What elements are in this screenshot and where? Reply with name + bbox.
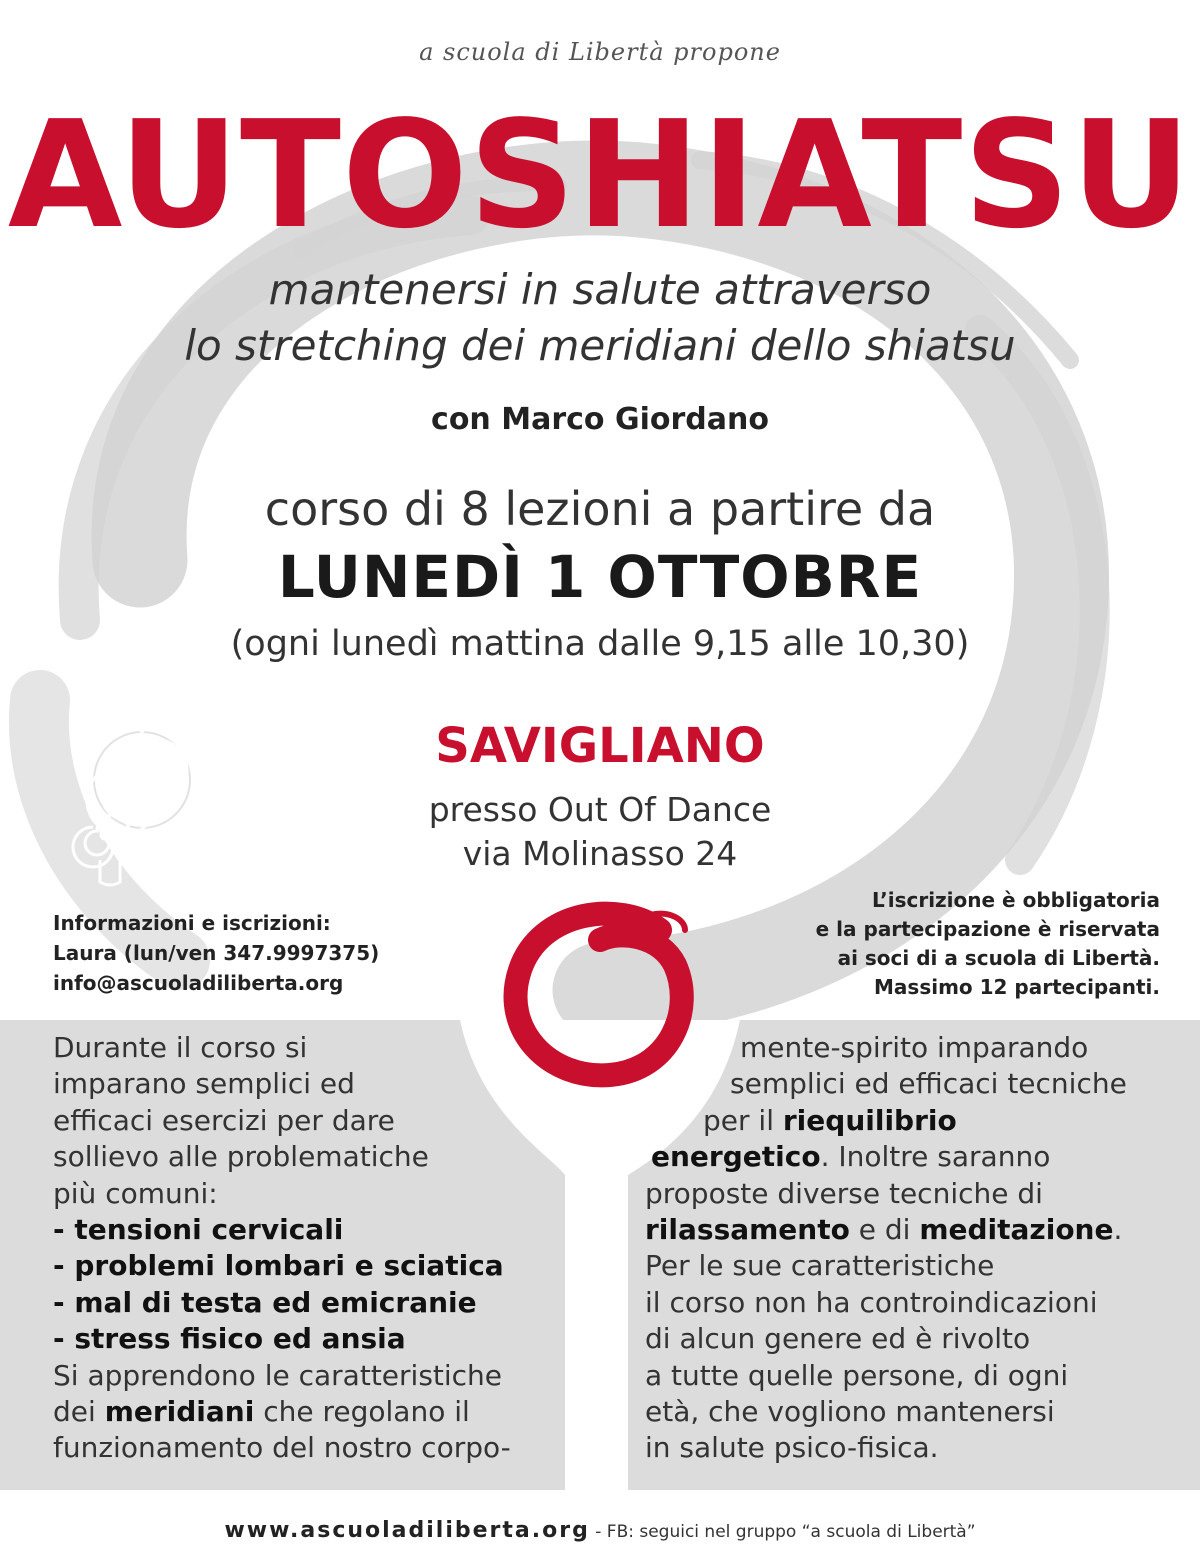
subtitle-line: mantenersi in salute attraverso xyxy=(268,265,932,314)
description-line: età, che vogliono mantenersi xyxy=(645,1395,1055,1429)
contact-line: Informazioni e iscrizioni: xyxy=(53,911,331,935)
notice-line: Massimo 12 partecipanti. xyxy=(874,975,1160,999)
description-line: il corso non ha controindicazioni xyxy=(645,1285,1098,1319)
schedule: (ogni lunedì mattina dalle 9,15 alle 10,30) xyxy=(230,624,970,664)
description-line: di alcun genere ed è rivolto xyxy=(645,1322,1031,1356)
notice-line: L’iscrizione è obbligatoria xyxy=(871,888,1160,912)
website-link[interactable]: www.ascuoladiliberta.org xyxy=(224,1518,590,1543)
symptom-item: - stress fisico ed ansia xyxy=(53,1322,406,1356)
description-line: semplici ed efficaci tecniche xyxy=(730,1067,1127,1101)
facebook-note: - FB: seguici nel gruppo “a scuola di Libertà” xyxy=(589,1522,976,1542)
page-title: AUTOSHIATSU xyxy=(7,89,1193,261)
description-line: Durante il corso si xyxy=(53,1031,308,1064)
symptom-item: - mal di testa ed emicranie xyxy=(53,1285,477,1319)
description-line: per il riequilibrio xyxy=(703,1103,957,1137)
venue-line: presso Out Of Dance xyxy=(428,790,772,829)
description-line: energetico. Inoltre saranno xyxy=(651,1140,1051,1174)
description-line: rilassamento e di meditazione. xyxy=(645,1213,1123,1247)
subtitle xyxy=(0,262,1200,374)
description-line: dei meridiani che regolano il xyxy=(53,1395,470,1429)
footer xyxy=(0,1518,1200,1543)
description-line: in salute psico-fisica. xyxy=(645,1431,939,1465)
description-line: mente-spirito imparando xyxy=(740,1031,1089,1064)
teacher-name: con Marco Giordano xyxy=(431,402,769,437)
contact-info xyxy=(53,908,379,998)
start-date: LUNEDÌ 1 OTTOBRE xyxy=(277,543,923,611)
description-line: proposte diverse tecniche di xyxy=(645,1176,1043,1210)
notice-line: e la partecipazione è riservata xyxy=(815,917,1160,941)
subtitle-line: lo stretching dei meridiani dello shiatsu xyxy=(184,321,1016,370)
notice-line: ai soci di a scuola di Libertà. xyxy=(837,946,1160,970)
description-line: a tutte quelle persone, di ogni xyxy=(645,1358,1069,1392)
contact-email: info@ascuoladiliberta.org xyxy=(53,971,344,995)
symptom-item: - problemi lombari e sciatica xyxy=(53,1249,504,1283)
description-line: funzionamento del nostro corpo- xyxy=(53,1431,511,1465)
course-intro: corso di 8 lezioni a partire da xyxy=(264,482,936,536)
venue-line: via Molinasso 24 xyxy=(462,834,738,873)
city: SAVIGLIANO xyxy=(435,718,765,774)
description-line: più comuni: xyxy=(53,1176,218,1210)
description-line: Per le sue caratteristiche xyxy=(645,1249,995,1283)
description-line: Si apprendono le caratteristiche xyxy=(53,1358,503,1392)
spiral-tree-logo-icon xyxy=(60,710,220,895)
description-left xyxy=(53,1030,593,1467)
contact-line: Laura (lun/ven 347.9997375) xyxy=(53,941,380,965)
intro-text: a scuola di Libertà propone xyxy=(419,38,781,66)
description-line: efficaci esercizi per dare xyxy=(53,1103,395,1137)
description-right xyxy=(645,1030,1185,1467)
enrollment-notice xyxy=(816,886,1160,1002)
description-line: imparano semplici ed xyxy=(53,1067,355,1101)
description-line: sollievo alle problematiche xyxy=(53,1140,429,1174)
symptom-item: - tensioni cervicali xyxy=(53,1213,344,1247)
